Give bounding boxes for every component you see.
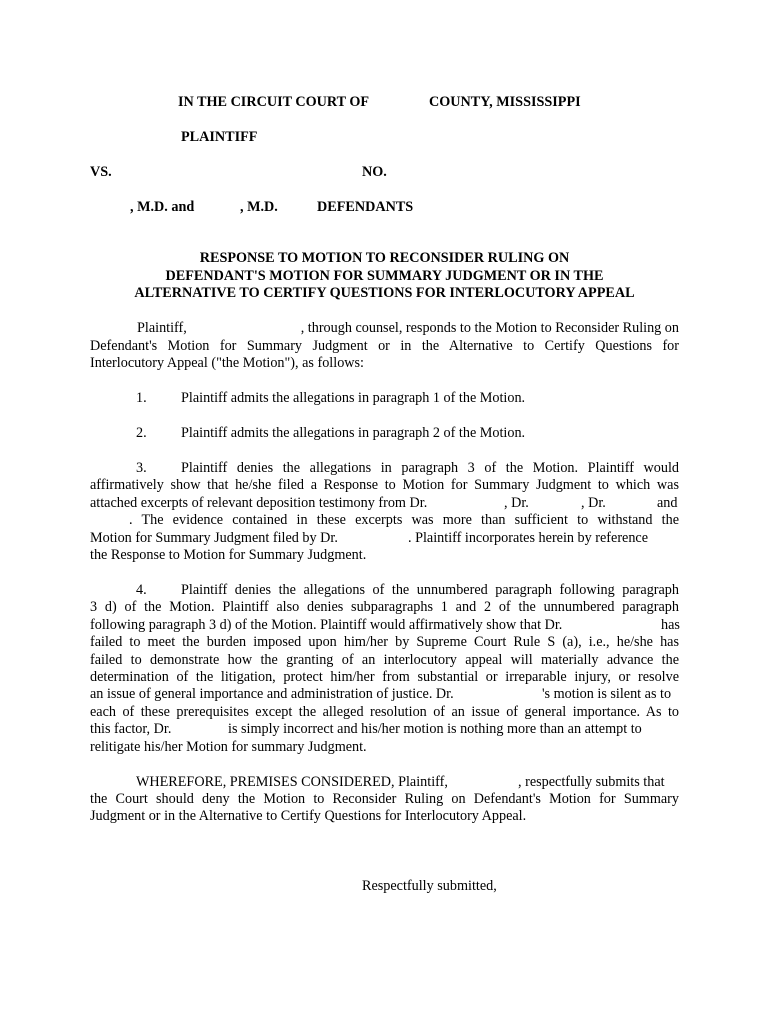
vs-label: VS. (90, 164, 112, 180)
para-3-line-4 (129, 512, 679, 529)
document-title-line-2: DEFENDANT'S MOTION FOR SUMMARY JUDGMENT OR IN THE (165, 268, 604, 284)
intro-line-2: Defendant's Motion for Summary Judgment or in the Alternative to Certify Questions for (90, 338, 679, 354)
para-4-line-8: each of these prerequisites except the alleged resolution of an issue of general importance. As to (90, 704, 679, 720)
wherefore-line-1-a: WHEREFORE, PREMISES CONSIDERED, Plaintiff, (136, 774, 448, 790)
para-4-line-7-a: an issue of general importance and administration of justice. Dr. (90, 686, 454, 702)
case-number-label: NO. (362, 164, 387, 180)
intro-line-3: Interlocutory Appeal ("the Motion"), as follows: (90, 355, 364, 371)
para-1-text: Plaintiff admits the allegations in paragraph 1 of the Motion. (181, 390, 526, 406)
para-3-line-3-d: and (657, 495, 678, 511)
para-4-line-10: relitigate his/her Motion for summary Judgment. (90, 739, 367, 755)
wherefore-line-2: the Court should deny the Motion to Reconsider Ruling on Defendant's Motion for Summary (90, 791, 679, 807)
para-4-line-6: determination of the litigation, protect him/her from substantial or irreparable injury, or resolve (90, 669, 679, 685)
para-4-line-5: failed to demonstrate how the granting of an interlocutory appeal will materially advance the (90, 652, 679, 668)
para-4-line-9-a: this factor, Dr. (90, 721, 172, 737)
document-title-line-1: RESPONSE TO MOTION TO RECONSIDER RULING ON (199, 250, 570, 266)
wherefore-line-1-b: , respectfully submits that (518, 774, 665, 790)
para-4-line-4: failed to meet the burden imposed upon him/her by Supreme Court Rule S (a), i.e., he/she has (90, 634, 679, 650)
para-2-text: Plaintiff admits the allegations in paragraph 2 of the Motion. (181, 425, 526, 441)
intro-plaintiff: Plaintiff, (137, 320, 187, 336)
para-4-line-1: Plaintiff denies the allegations of the unnumbered paragraph following paragraph (181, 582, 679, 598)
para-3-number: 3. (136, 460, 147, 476)
court-name-left: IN THE CIRCUIT COURT OF (178, 94, 370, 110)
para-3-line-5-b: . Plaintiff incorporates herein by reference (408, 530, 649, 546)
para-3-line-3-b: , Dr. (504, 495, 529, 511)
closing-respectfully-submitted: Respectfully submitted, (362, 878, 497, 894)
para-3-line-1: Plaintiff denies the allegations in paragraph 3 of the Motion. Plaintiff would (181, 460, 679, 476)
para-4-line-7-b: 's motion is silent as to (542, 686, 672, 702)
intro-line-1 (90, 320, 679, 337)
document-title-line-3: ALTERNATIVE TO CERTIFY QUESTIONS FOR INTERLOCUTORY APPEAL (134, 285, 635, 301)
para-4-number: 4. (136, 582, 147, 598)
para-3-line-6: the Response to Motion for Summary Judgment. (90, 547, 367, 563)
para-4-line-3-a: following paragraph 3 d) of the Motion. Plaintiff would affirmatively show that Dr. (90, 617, 563, 633)
intro-responds: , through counsel, responds to the Motion to Reconsider Ruling on (300, 320, 679, 336)
plaintiff-label: PLAINTIFF (181, 129, 258, 145)
court-county: COUNTY, MISSISSIPPI (429, 94, 581, 110)
para-2-number: 2. (136, 425, 147, 441)
para-3-line-2: affirmatively show that he/she filed a Response to Motion for Summary Judgment to which was (90, 477, 679, 493)
para-4-line-2: 3 d) of the Motion. Plaintiff also denies subparagraphs 1 and 2 of the unnumbered paragraph (90, 599, 679, 615)
para-3-line-3-c: , Dr. (581, 495, 606, 511)
wherefore-line-3: Judgment or in the Alternative to Certify Questions for Interlocutory Appeal. (90, 808, 527, 824)
defendant-md-and: , M.D. and (130, 199, 195, 215)
para-4-line-3-b: has (661, 617, 680, 633)
para-1-number: 1. (136, 390, 147, 406)
defendants-label: DEFENDANTS (317, 199, 414, 215)
para-3-line-5-a: Motion for Summary Judgment filed by Dr. (90, 530, 338, 546)
para-3-line-3-a: attached excerpts of relevant deposition testimony from Dr. (90, 495, 428, 511)
para-4-line-9-b: is simply incorrect and his/her motion is nothing more than an attempt to (228, 721, 642, 737)
para-3-line-4-text: . The evidence contained in these excerpts was more than sufficient to withstand the (129, 512, 679, 528)
defendant-md: , M.D. (240, 199, 278, 215)
